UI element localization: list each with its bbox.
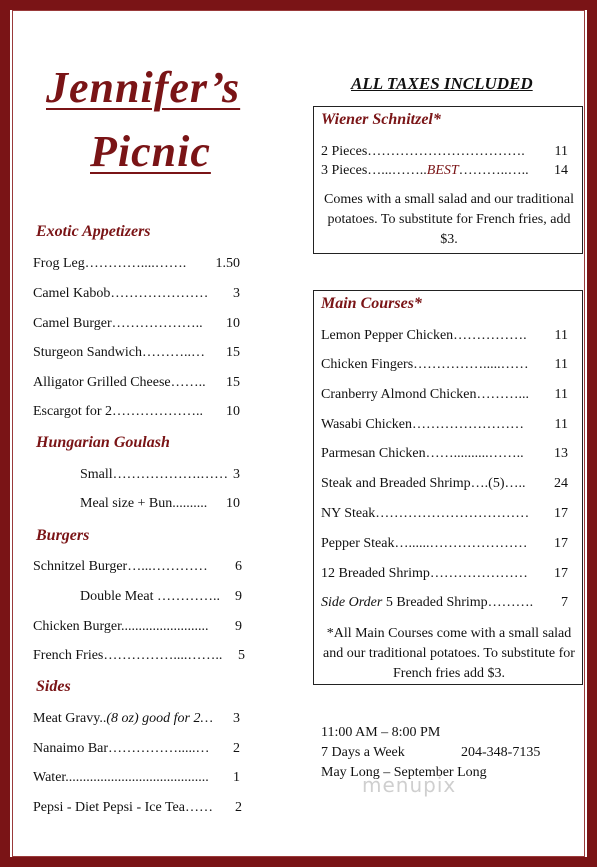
sides-heading: Sides — [36, 678, 71, 695]
menu-item: Pepper Steak…......………………… — [321, 536, 528, 551]
menu-price: 2 — [233, 741, 240, 756]
menu-price: 3 — [233, 467, 240, 482]
phone-number: 204-348-7135 — [461, 745, 541, 760]
menu-price: 11 — [554, 328, 568, 343]
menu-item — [321, 595, 533, 611]
menu-price: 14 — [554, 163, 568, 178]
menu-price: 10 — [226, 316, 240, 331]
hours-season: May Long – September Long — [321, 765, 487, 780]
menu-item-detail: (8 oz) good for 2… — [106, 711, 213, 726]
menu-item: 12 Breaded Shrimp………………… — [321, 566, 528, 581]
burgers-heading: Burgers — [36, 527, 90, 544]
menu-price: 9 — [235, 619, 242, 634]
menu-price: 11 — [554, 387, 568, 402]
menu-item: Frog Leg…………....……. — [33, 256, 187, 271]
menu-item: Chicken Burger......................... — [33, 619, 209, 634]
menu-item: Chicken Fingers…………….....…… — [321, 357, 529, 372]
menu-item: Wasabi Chicken…………………… — [321, 417, 525, 432]
menu-price: 10 — [226, 496, 240, 511]
menu-price: 3 — [233, 286, 240, 301]
restaurant-title-line2: Picnic — [90, 127, 211, 176]
menu-price: 11 — [554, 417, 568, 432]
side-order-label: Side Order — [321, 595, 383, 610]
menu-item-name: 3 Pieces…...…….. — [321, 163, 427, 178]
menu-item: NY Steak…………………………… — [321, 506, 530, 521]
menu-item: Lemon Pepper Chicken……………. — [321, 328, 527, 343]
main-courses-heading: Main Courses* — [321, 295, 422, 312]
menu-item: Small……………….…… — [80, 467, 229, 482]
menu-price: 11 — [554, 357, 568, 372]
menu-price: 15 — [226, 375, 240, 390]
restaurant-title-line1: Jennifer’s — [46, 63, 241, 112]
menu-item: Cranberry Almond Chicken………... — [321, 387, 530, 402]
menu-item — [33, 711, 213, 727]
menu-item: Water......................................... — [33, 770, 209, 785]
menu-price: 2 — [235, 800, 242, 815]
schnitzel-heading: Wiener Schnitzel* — [321, 111, 441, 128]
menu-price: 5 — [238, 648, 245, 663]
menu-price: 17 — [554, 536, 568, 551]
hours-days: 7 Days a Week — [321, 745, 405, 760]
menu-item: Camel Kabob………………… — [33, 286, 209, 301]
menu-item: Alligator Grilled Cheese…….. — [33, 375, 206, 390]
menu-price: 17 — [554, 566, 568, 581]
menu-price: 15 — [226, 345, 240, 360]
menu-item-name: 5 Breaded Shrimp………. — [382, 595, 534, 610]
menu-price: 3 — [233, 711, 240, 726]
menu-price: 11 — [554, 144, 568, 159]
menu-item: Steak and Breaded Shrimp….(5)….. — [321, 476, 526, 491]
goulash-heading: Hungarian Goulash — [36, 434, 170, 451]
menu-item: Meal size + Bun.......... — [80, 496, 208, 511]
appetizers-heading: Exotic Appetizers — [36, 223, 151, 240]
menu-price: 1.50 — [215, 256, 240, 271]
menu-price: 6 — [235, 559, 242, 574]
menu-item: Nanaimo Bar…………….....… — [33, 741, 210, 756]
menu-item: 2 Pieces……………………………. — [321, 144, 525, 159]
menu-price: 17 — [554, 506, 568, 521]
menu-item: Pepsi - Diet Pepsi - Ice Tea…… — [33, 800, 213, 815]
menu-item — [321, 163, 529, 179]
menu-price: 9 — [235, 589, 242, 604]
menu-item: French Fries……………....…….. — [33, 648, 223, 663]
menu-item: Parmesan Chicken……..........…….. — [321, 446, 524, 461]
hours-time: 11:00 AM – 8:00 PM — [321, 725, 441, 740]
menu-price: 7 — [561, 595, 568, 610]
main-courses-note: *All Main Courses come with a small salad and our traditional potatoes. To substitute for French fries add $3. — [323, 626, 575, 681]
menu-item: Sturgeon Sandwich………..… — [33, 345, 206, 360]
menu-price: 10 — [226, 404, 240, 419]
menu-item: Escargot for 2……………….. — [33, 404, 204, 419]
menu-item: Camel Burger……………….. — [33, 316, 203, 331]
menu-item-dots: ………..….. — [458, 163, 529, 178]
menu-price: 1 — [233, 770, 240, 785]
best-label: BEST — [426, 163, 459, 178]
watermark-logo: menupix — [362, 773, 457, 797]
menu-item: Schnitzel Burger…...………… — [33, 559, 208, 574]
schnitzel-note: Comes with a small salad and our traditional potatoes. To substitute for French fries, add $3. — [323, 192, 574, 247]
menu-price: 24 — [554, 476, 568, 491]
menu-item: Double Meat ………….. — [80, 589, 220, 604]
menu-price: 13 — [554, 446, 568, 461]
taxes-note: ALL TAXES INCLUDED — [351, 74, 533, 93]
menu-item-name: Meat Gravy.. — [33, 711, 107, 726]
